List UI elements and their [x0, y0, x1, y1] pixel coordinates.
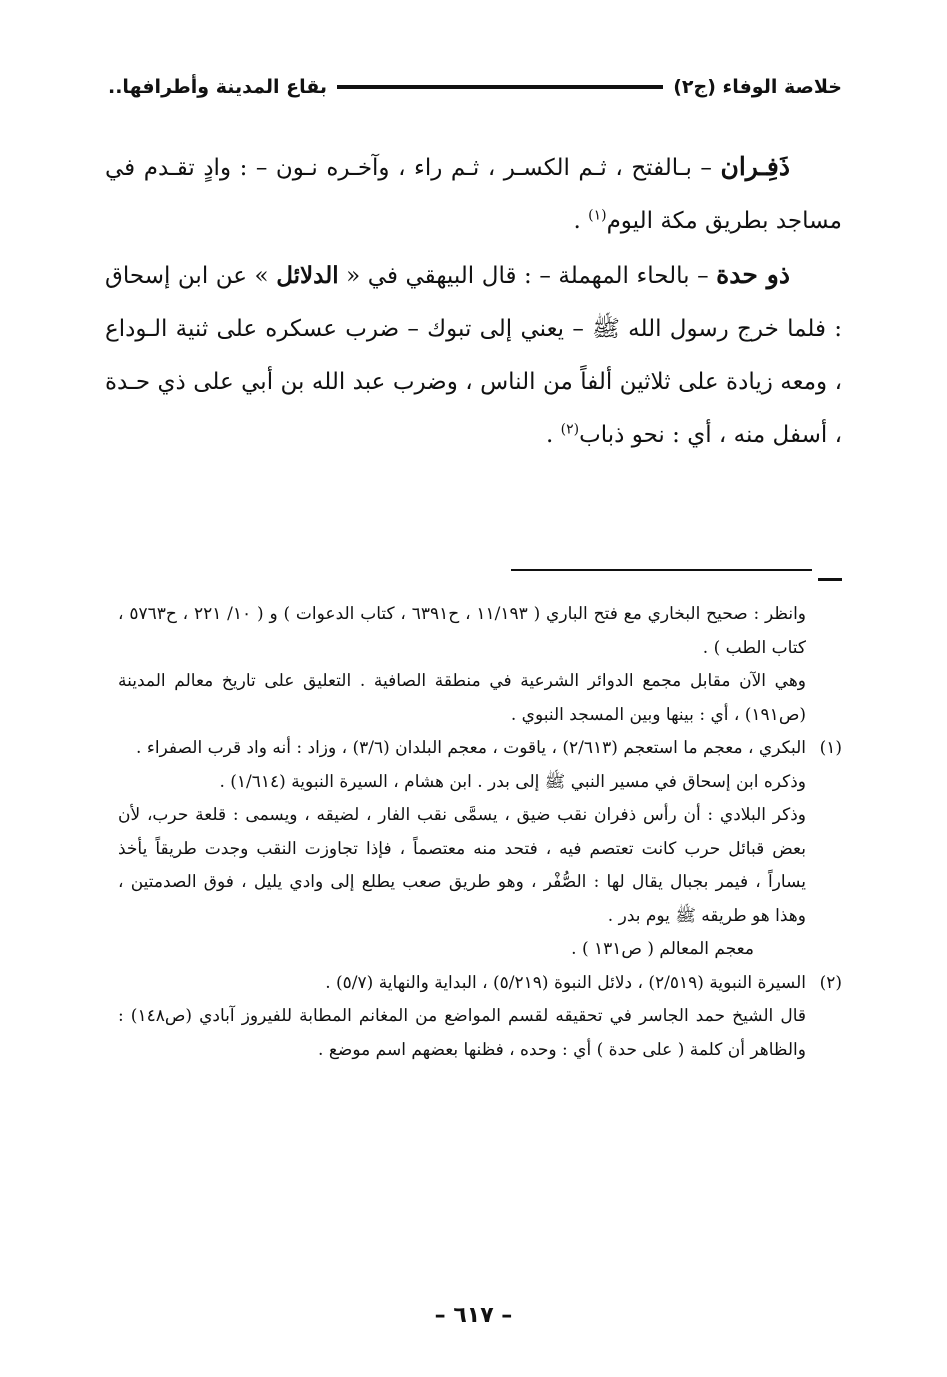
footnote-text: معجم المعالم ( ص١٣١ ) .	[571, 939, 754, 959]
entry-title: ذَفِـران	[720, 152, 790, 181]
header-section-title: بقاع المدينة وأطرافها..	[108, 76, 328, 98]
entry-text: – بـالفتح ، ثـم الكسـر ، ثـم راء ، وآخـره نـون – : وادٍ تقـدم في مساجد بطريق مكة اليوم	[105, 155, 842, 234]
footnote-continuation: وهي الآن مقابل مجمع الدوائر الشرعية في منطقة الصافية . التعليق على تاريخ معالم المدينة (ص١٩١) ، أي : بينها وبين المسجد النبوي .	[118, 671, 806, 725]
footnote-ref[interactable]: (٢)	[560, 421, 580, 438]
entry-text: » عن ابن إسحاق : فلما خرج رسول الله ﷺ – يعني إلى تبوك – ضرب عسكره على ثنية الـوداع ، ومعه زيادة على ثلاثين ألفاً من الناس ، وضرب عبد الله بن أبي على ذي حـدة ، أسفل منه ، أي : نحو ذباب	[105, 263, 842, 448]
entry-dhafiran: ذَفِـران – بـالفتح ، ثـم الكسـر ، ثـم راء ، وآخـره نـون – : وادٍ تقـدم في مساجد بطريق مكة اليوم$^{(١)}$ .	[105, 152, 842, 234]
entry-text: – بالحاء المهملة – : قال البيهقي في «	[338, 263, 717, 289]
footnote-1	[118, 732, 842, 766]
main-text	[105, 140, 842, 462]
header-book-title: خلاصة الوفاء (ج٢)	[673, 76, 842, 98]
footnote-text: وذكر البلادي : أن رأس ذفران نقب ضيق ، يسمَّى نقب الفار ، لضيقه ، ويسمى : قلعة حرب، لأن بعض قبائل حرب كانت تعتصم فيه ، فتحد منه معتصماً ، فإذا تجاوزت النقب وجدت طريقاً يأخذ يساراً ، فيمر بجبال يقال لها : الصُّفْر ، وهو طريق صعب يطلع إلى وادي يليل ، فوق الصدمتين ، وهذا هو طريقه ﷺ يوم بدر .	[118, 805, 806, 926]
page-number: – ٦١٧ –	[434, 1303, 513, 1328]
footnote-number: (٢)	[819, 972, 842, 993]
footnote-text: البكري ، معجم ما استعجم (٢/٦١٣) ، ياقوت ، معجم البلدان (٣/٦) ، وزاد : أنه واد قرب الصفراء .	[136, 738, 806, 758]
footnote-number: (١)	[819, 738, 842, 758]
entry-title: ذو حدة	[716, 260, 790, 289]
footnote-text: وذكره ابن إسحاق في مسير النبي ﷺ إلى بدر . ابن هشام ، السيرة النبوية (١/٦١٤) .	[219, 771, 806, 792]
footnote-text: السيرة النبوية (٢/٥١٩) ، دلائل النبوة (٥/٢١٩) ، البداية والنهاية (٥/٧) .	[325, 972, 806, 993]
book-title: الدلائل	[276, 262, 339, 289]
entry-dhu-hidda: ذو حدة – بالحاء المهملة – : قال البيهقي في « الدلائل » عن ابن إسحاق : فلما خرج رسول الله ﷺ – يعني إلى تبوك – ضرب عسكره على ثنية الـوداع ، ومعه زيادة على ثلاثين ألفاً من الناس ، وضرب عبد الله بن أبي على ذي حـدة ، أسفل منه ، أي : نحو ذباب$^{(٢)}$ .	[105, 260, 842, 448]
footnote-ref[interactable]: (١)	[588, 207, 607, 224]
footnote-2	[118, 967, 842, 1001]
footnotes	[118, 598, 842, 1067]
footnote-separator	[511, 569, 812, 571]
continuation-mark	[818, 578, 842, 581]
header-rule	[337, 85, 663, 89]
running-header	[108, 70, 842, 104]
footnote-text: قال الشيخ حمد الجاسر في تحقيقه لقسم المواضع من المغانم المطابة للفيروز آبادي (ص١٤٨) : والظاهر أن كلمة ( على حدة ) أي : وحده ، فظنها بعضهم اسم موضع .	[118, 1006, 807, 1060]
footnote-continuation: وانظر : صحيح البخاري مع فتح الباري ( ١١/١٩٣ ، ح٦٣٩١ ، كتاب الدعوات ) و ( ١٠/ ٢٢١ ، ح٥٧٦٣ ، كتاب الطب ) .	[118, 604, 806, 658]
